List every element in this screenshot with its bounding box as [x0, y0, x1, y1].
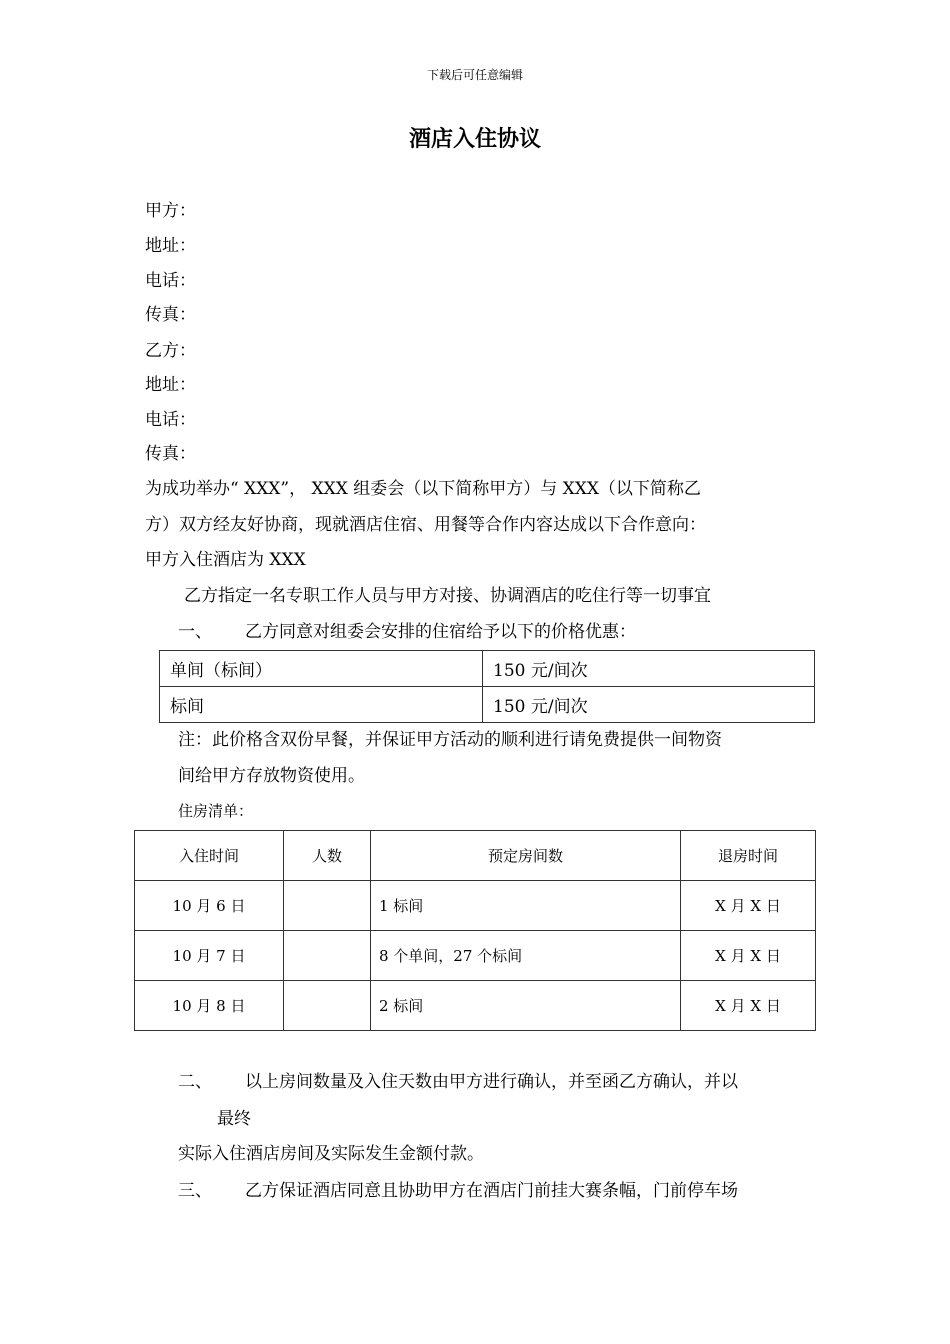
- intro-line-4: 乙方指定一名专职工作人员与甲方对接、协调酒店的吃住行等一切事宜: [184, 586, 711, 606]
- note-line-1: 注：此价格含双份早餐，并保证甲方活动的顺利进行请免费提供一间物资: [178, 730, 722, 750]
- column-header-checkout: 退房时间: [681, 831, 816, 881]
- intro-line-2: 方）双方经友好协商，现就酒店住宿、用餐等合作内容达成以下合作意向：: [145, 515, 706, 535]
- party-b-label: 乙方：: [145, 341, 196, 361]
- cell-rooms: 8 个单间，27 个标间: [371, 931, 681, 981]
- header-note: 下载后可任意编辑: [426, 68, 523, 82]
- price-row: [160, 651, 815, 687]
- cell-checkin: 10 月 8 日: [135, 981, 284, 1031]
- price-table: [159, 650, 815, 723]
- cell-rooms: 1 标间: [371, 881, 681, 931]
- party-b-phone-label: 电话：: [145, 410, 196, 430]
- column-header-checkin: 入住时间: [135, 831, 284, 881]
- intro-line-1: 为成功举办“ XXX”， XXX 组委会（以下简称甲方）与 XXX（以下简称乙: [145, 479, 701, 499]
- cell-people: [284, 881, 371, 931]
- party-b-address-label: 地址：: [145, 375, 196, 395]
- cell-checkout: X 月 X 日: [681, 981, 816, 1031]
- price-room-type: 单间（标间）: [160, 651, 483, 687]
- cell-people: [284, 931, 371, 981]
- price-value: 150 元/间次: [483, 687, 815, 723]
- table-row: [135, 931, 816, 981]
- clause-2-number: 二、: [178, 1072, 212, 1092]
- cell-people: [284, 981, 371, 1031]
- clause-2-line-3: 实际入住酒店房间及实际发生金额付款。: [178, 1144, 484, 1164]
- clause-1-text: 乙方同意对组委会安排的住宿给予以下的价格优惠：: [245, 622, 636, 642]
- table-header-row: [135, 831, 816, 881]
- clause-1-number: 一、: [178, 622, 212, 642]
- column-header-people: 人数: [284, 831, 371, 881]
- cell-checkout: X 月 X 日: [681, 931, 816, 981]
- note-line-2: 间给甲方存放物资使用。: [178, 766, 365, 786]
- cell-checkin: 10 月 6 日: [135, 881, 284, 931]
- party-a-label: 甲方：: [145, 201, 196, 221]
- clause-2-text: 以上房间数量及入住天数由甲方进行确认，并至函乙方确认，并以: [245, 1072, 738, 1092]
- table-row: [135, 981, 816, 1031]
- price-value: 150 元/间次: [483, 651, 815, 687]
- price-row: [160, 687, 815, 723]
- room-list-label: 住房清单：: [178, 802, 254, 820]
- party-b-fax-label: 传真：: [145, 444, 196, 464]
- clause-2-continuation: 最终: [217, 1109, 251, 1129]
- party-a-phone-label: 电话：: [145, 271, 196, 291]
- document-title: 酒店入住协议: [408, 126, 541, 152]
- price-room-type: 标间: [160, 687, 483, 723]
- table-row: [135, 881, 816, 931]
- cell-checkin: 10 月 7 日: [135, 931, 284, 981]
- party-a-address-label: 地址：: [145, 236, 196, 256]
- cell-checkout: X 月 X 日: [681, 881, 816, 931]
- intro-line-3: 甲方入住酒店为 XXX: [145, 550, 306, 570]
- party-a-fax-label: 传真：: [145, 305, 196, 325]
- clause-3-number: 三、: [178, 1181, 212, 1201]
- room-list-table: [134, 830, 816, 1031]
- column-header-rooms: 预定房间数: [371, 831, 681, 881]
- clause-3-text: 乙方保证酒店同意且协助甲方在酒店门前挂大赛条幅，门前停车场: [245, 1181, 738, 1201]
- cell-rooms: 2 标间: [371, 981, 681, 1031]
